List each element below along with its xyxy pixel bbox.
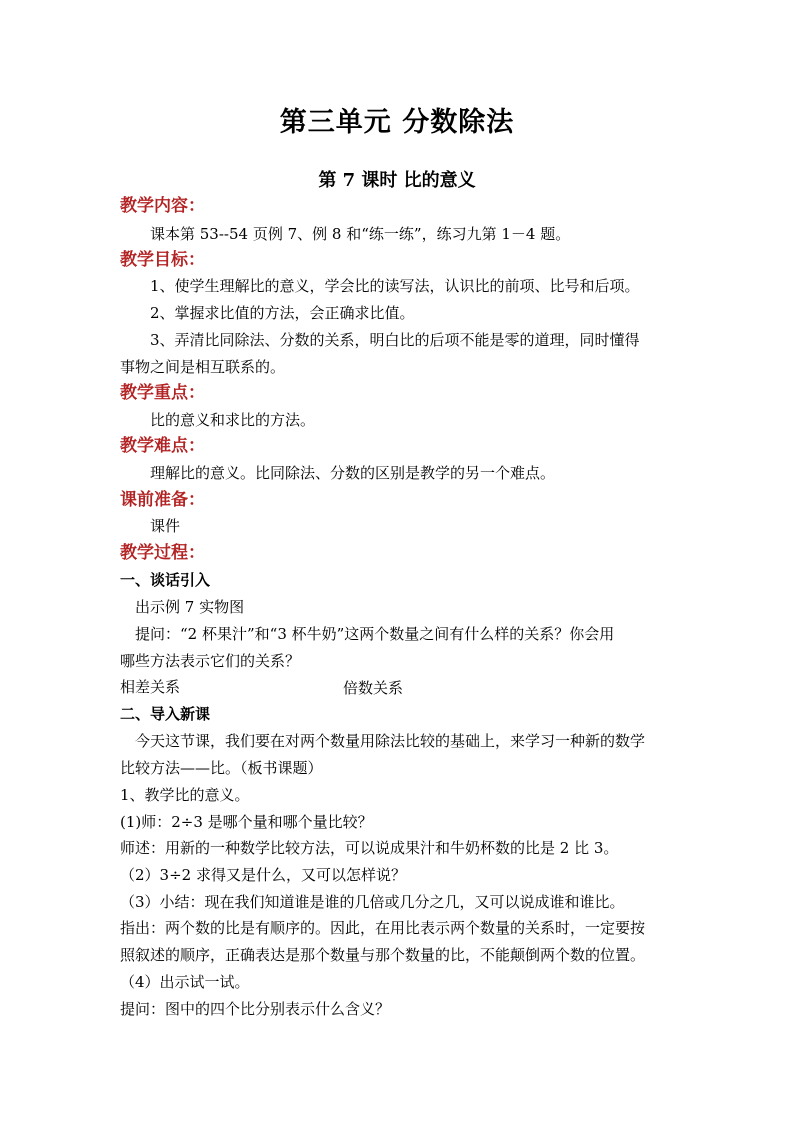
part-2-line-11: 提问：图中的四个比分别表示什么含义？ [120, 1000, 391, 1018]
part-2-line-9: 照叙述的顺序，正确表达是那个数量与那个数量的比，不能颠倒两个数的位置。 [120, 946, 646, 964]
key-heading: 教学重点： [120, 383, 205, 403]
relation-difference: 相差关系 [120, 678, 181, 696]
prep-text: 课件 [150, 517, 181, 535]
part-2-line-1: 今天这节课，我们要在对两个数量用除法比较的基础上，来学习一种新的数学 [135, 732, 646, 750]
content-text: 课本第 53--54 页例 7、例 8 和“练一练”，练习九第 1－4 题。 [150, 225, 571, 243]
unit-title: 第三单元 分数除法 [279, 107, 515, 138]
part-2-line-8: 指出：两个数的比是有顺序的。因此，在用比表示两个数量的关系时，一定要按 [120, 919, 646, 937]
part-2-line-7: （3）小结：现在我们知道谁是谁的几倍或几分之几，又可以说成谁和谁比。 [120, 893, 625, 911]
goals-heading: 教学目标： [120, 250, 205, 270]
part-1-line-2: 提问：“2 杯果汁”和“3 杯牛奶”这两个数量之间有什么样的关系？你会用 [135, 625, 615, 643]
key-text: 比的意义和求比的方法。 [150, 411, 316, 429]
content-heading: 教学内容： [120, 196, 205, 216]
part-2-line-2: 比较方法——比。（板书课题） [120, 759, 323, 777]
prep-heading: 课前准备： [120, 490, 205, 510]
goal-3-line-2: 事物之间是相互联系的。 [120, 358, 286, 376]
difficulty-text: 理解比的意义。比同除法、分数的区别是教学的另一个难点。 [150, 464, 556, 482]
part-2-line-5: 师述：用新的一种数学比较方法，可以说成果汁和牛奶杯数的比是 2 比 3。 [120, 839, 619, 857]
relation-multiple: 倍数关系 [343, 679, 404, 697]
difficulty-heading: 教学难点： [120, 436, 205, 456]
part-1-line-1: 出示例 7 实物图 [135, 598, 245, 616]
goal-1: 1、使学生理解比的意义，学会比的读写法，认识比的前项、比号和后项。 [150, 277, 640, 295]
part-2-title: 二、导入新课 [120, 705, 211, 723]
part-2-line-10: （4）出示试一试。 [120, 973, 250, 991]
goal-3-line-1: 3、弄清比同除法、分数的关系，明白比的后项不能是零的道理，同时懂得 [150, 331, 640, 349]
part-1-line-3: 哪些方法表示它们的关系？ [120, 652, 301, 670]
part-2-line-6: （2）3÷2 求得又是什么，又可以怎样说？ [120, 866, 406, 884]
part-2-line-4: (1)师：2÷3 是哪个量和哪个量比较？ [120, 813, 373, 831]
goal-2: 2、掌握求比值的方法，会正确求比值。 [150, 304, 415, 322]
part-1-title: 一、谈话引入 [120, 571, 211, 589]
process-heading: 教学过程： [120, 543, 205, 563]
lesson-title: 第 7 课时 比的意义 [318, 170, 476, 191]
part-2-line-3: 1、教学比的意义。 [120, 786, 250, 804]
